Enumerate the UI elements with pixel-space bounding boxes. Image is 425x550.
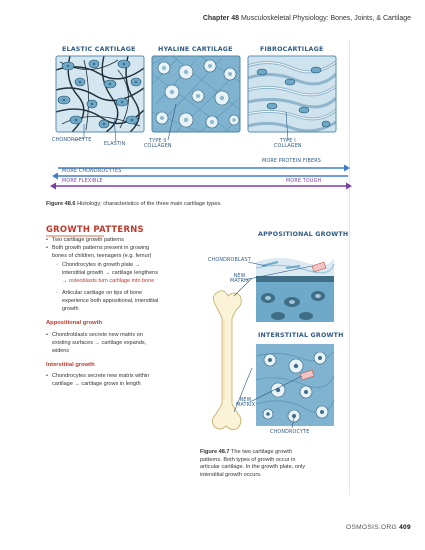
chondroblast-label: CHONDROBLAST	[208, 258, 251, 263]
sub-bullet-dot: ◦	[56, 262, 58, 268]
more-chondrocytes-label: MORE CHONDROCYTES	[62, 169, 122, 174]
new-matrix-label-bottom: NEW MATRIX	[236, 398, 256, 409]
page-footer	[346, 524, 411, 531]
elastin-label: ELASTIN	[104, 142, 126, 147]
bullet-text: cartilage → cartilage grows in length	[52, 381, 141, 387]
bullet-text: Both growth patterns present in growing	[52, 245, 150, 251]
chapter-number: Chapter 48	[202, 15, 240, 22]
sub-bullet-text: growth	[62, 306, 79, 312]
bullet-dot: •	[46, 373, 48, 379]
figure-48-6-caption: Figure 48.6 Histology; characteristics of the three main cartilage types.	[46, 201, 222, 207]
elastic-cartilage-title: ELASTIC CARTILAGE	[62, 46, 136, 53]
chondrocyte-label: CHONDROCYTE	[52, 138, 92, 143]
bullet-text: existing surfaces → cartilage expands,	[52, 340, 147, 346]
appositional-growth-title: APPOSITIONAL GROWTH	[258, 231, 349, 238]
sub-bullet-dot: ◦	[56, 290, 58, 296]
more-flexible-label: MORE FLEXIBLE	[62, 179, 103, 184]
hyaline-cartilage-panel	[152, 56, 240, 132]
bullet-text: Chondroblasts secrete new matrix on	[52, 332, 143, 338]
bullet-dot: •	[46, 332, 48, 338]
figure-48-7-caption: Figure 48.7 The two cartilage growth patterns. Both types of growth occur in articular cartilage. In the growth plate, only interstitial growth occurs.	[200, 449, 306, 478]
fibrocartilage-panel	[248, 56, 336, 132]
bullet-text: Two cartilage growth patterns	[52, 237, 124, 243]
fibrocartilage-title: FIBROCARTILAGE	[260, 46, 324, 53]
bullet-dot: •	[46, 245, 48, 251]
appositional-growth-illustration	[256, 246, 334, 322]
bullet-text: Chondrocytes secrete new matrix within	[52, 373, 150, 379]
hyaline-cartilage-title: HYALINE CARTILAGE	[158, 46, 233, 53]
interstitial-growth-heading: Interstitial growth	[46, 362, 95, 368]
sub-bullet-text: experience both appositional, interstitial	[62, 298, 159, 304]
more-tough-label: MORE TOUGH	[286, 179, 322, 184]
page-number: 409	[399, 524, 411, 531]
chondrocyte-label-fig2: CHONDROCYTE	[270, 430, 310, 435]
bullet-text: bones of children, teenagers (e.g. femur)	[52, 253, 152, 259]
type-1-collagen-label: TYPE I COLLAGEN	[274, 139, 302, 150]
new-matrix-label-top: NEW MATRIX	[230, 274, 250, 285]
footer-site[interactable]: OSMOSIS.ORG	[346, 524, 397, 531]
sub-bullet-text: → osteoblasts turn cartilage into bone	[62, 278, 155, 284]
interstitial-growth-title: INTERSTITIAL GROWTH	[258, 332, 344, 339]
bullet-dot: •	[46, 237, 48, 243]
bullet-text: widens	[52, 348, 70, 354]
appositional-growth-heading: Appositional growth	[46, 320, 103, 326]
type-2-collagen-label: TYPE II COLLAGEN	[144, 139, 172, 150]
chapter-title: Musculoskeletal Physiology: Bones, Joints, & Cartilage	[240, 15, 411, 22]
osteoblasts-link[interactable]: osteoblasts turn cartilage into bone	[69, 278, 155, 284]
more-protein-fibers-label: MORE PROTEIN FIBERS	[262, 159, 321, 164]
sub-bullet-text: Articular cartilage on tips of bone	[62, 290, 143, 296]
sub-bullet-text: Chondrocytes in growth plate →	[62, 262, 141, 268]
elastic-cartilage-panel	[56, 56, 144, 132]
sub-bullet-text: interstitial growth → cartilage lengthens	[62, 270, 158, 276]
interstitial-growth-illustration	[256, 344, 334, 426]
growth-patterns-heading: GROWTH PATTERNS	[46, 224, 144, 234]
